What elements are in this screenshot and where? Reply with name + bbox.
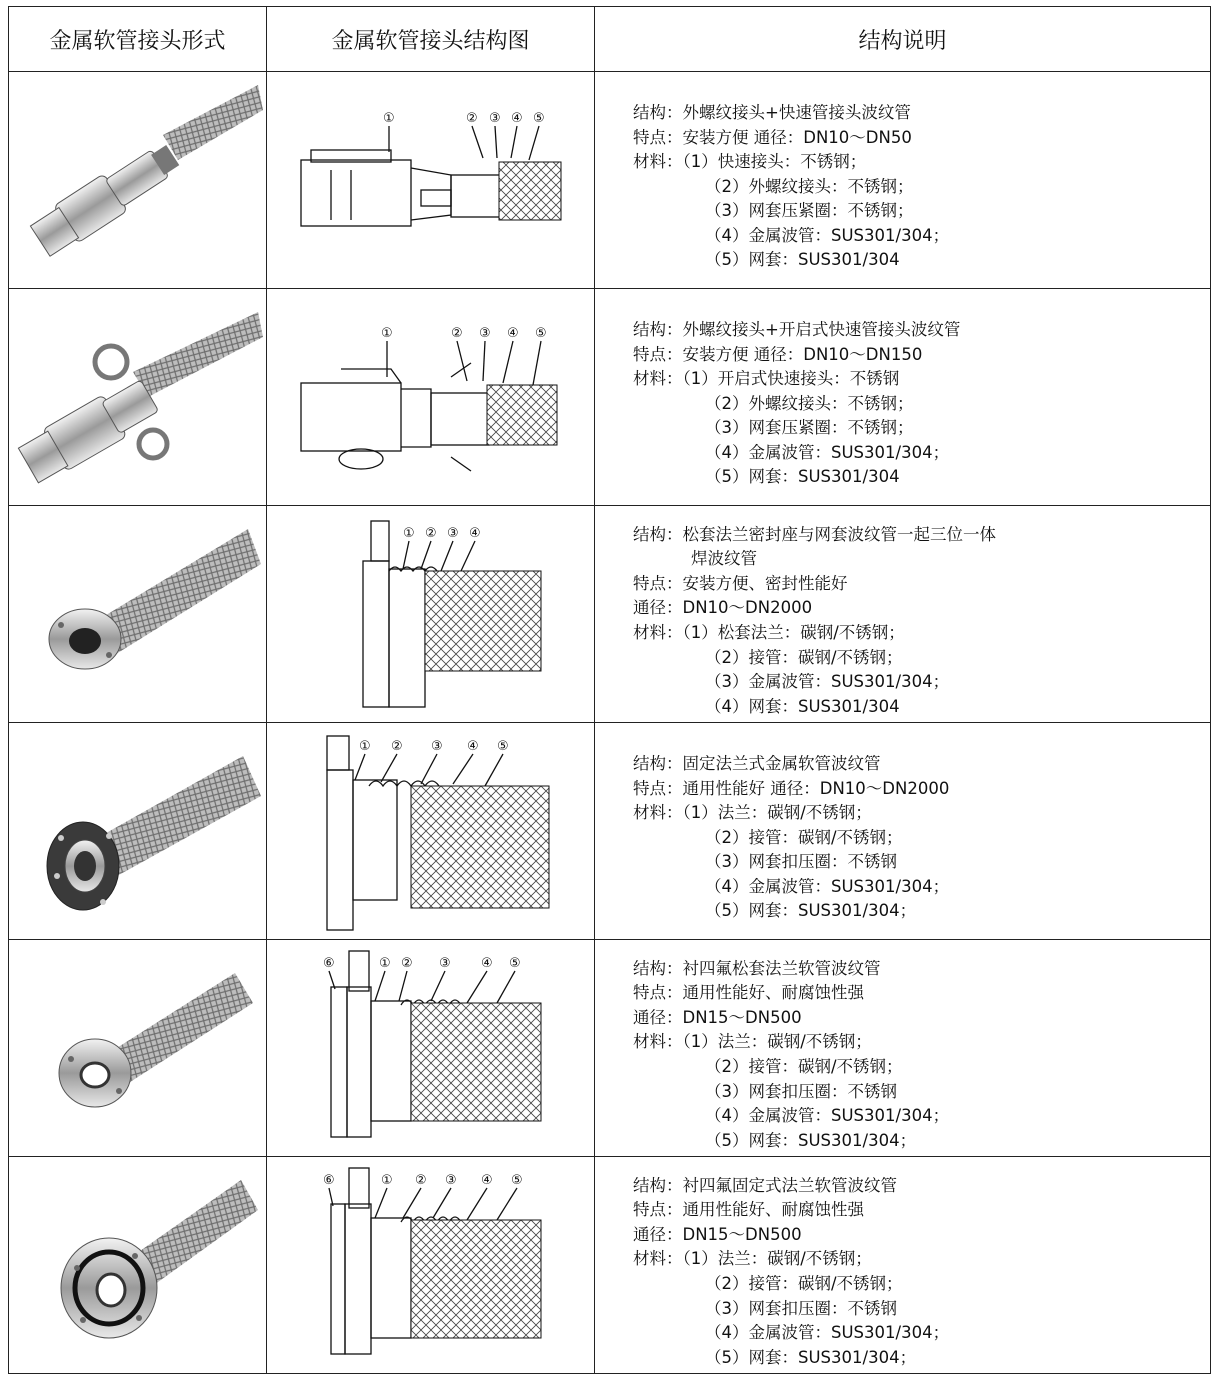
loose-flange-hose-photo bbox=[13, 509, 263, 719]
material-item: （1）法兰：碳钢/不锈钢； bbox=[682, 803, 872, 823]
quick-coupling-hose-photo bbox=[13, 75, 263, 285]
diagram-cell bbox=[267, 940, 595, 1157]
material-item: （5）网套：SUS301/304 bbox=[705, 467, 900, 487]
structure-text-continued: 焊波纹管 bbox=[691, 549, 757, 569]
callout-4: ④ bbox=[480, 956, 493, 971]
header-row bbox=[9, 7, 1211, 72]
callout-3: ③ bbox=[444, 1173, 457, 1188]
material-item: （5）网套：SUS301/304； bbox=[705, 1347, 917, 1367]
ptfe-loose-flange-hose-photo bbox=[13, 943, 263, 1153]
description-cell bbox=[595, 940, 1211, 1157]
material-item: （4）金属波管：SUS301/304； bbox=[705, 1323, 950, 1343]
cam-lock-structure-diagram bbox=[271, 297, 591, 497]
material-item: （3）网套压紧圈：不锈钢； bbox=[705, 418, 914, 438]
callout-5: ⑤ bbox=[496, 739, 509, 754]
diagram-cell bbox=[267, 506, 595, 723]
material-item: （2）接管：碳钢/不锈钢； bbox=[705, 827, 903, 847]
material-item: （3）金属波管：SUS301/304； bbox=[705, 672, 950, 692]
feature-text: 特点：通用性能好 通径：DN10～DN2000 bbox=[633, 778, 950, 798]
callout-4: ④ bbox=[466, 739, 479, 754]
diameter-text: 通径：DN15～DN500 bbox=[633, 1007, 802, 1027]
material-item: （3）网套扣压圈：不锈钢 bbox=[705, 852, 897, 872]
diagram-cell bbox=[267, 1157, 595, 1374]
callout-5: ⑤ bbox=[534, 326, 547, 341]
description-cell bbox=[595, 506, 1211, 723]
photo-cell bbox=[9, 289, 267, 506]
header-diagram: 金属软管接头结构图 bbox=[267, 7, 595, 72]
structure-text: 结构：固定法兰式金属软管波纹管 bbox=[633, 753, 881, 773]
hose-fitting-spec-table bbox=[8, 6, 1211, 1374]
quick-coupling-structure-diagram bbox=[271, 80, 591, 280]
diameter-text: 通径：DN15～DN500 bbox=[633, 1224, 802, 1244]
photo-cell bbox=[9, 506, 267, 723]
table-row bbox=[9, 940, 1211, 1157]
material-label: 材料： bbox=[633, 369, 683, 389]
callout-1: ① bbox=[358, 739, 371, 754]
fixed-flange-hose-photo bbox=[13, 726, 263, 936]
material-item: （5）网套：SUS301/304； bbox=[705, 1130, 917, 1150]
photo-cell bbox=[9, 72, 267, 289]
material-label: 材料： bbox=[633, 152, 683, 172]
material-item: （1）开启式快速接头：不锈钢 bbox=[682, 369, 900, 389]
material-item: （4）金属波管：SUS301/304； bbox=[705, 876, 950, 896]
feature-text: 特点：安装方便 通径：DN10～DN150 bbox=[633, 344, 923, 364]
ptfe-fixed-flange-structure-diagram bbox=[271, 1160, 591, 1370]
table-row bbox=[9, 1157, 1211, 1374]
material-item: （1）松套法兰：碳钢/不锈钢； bbox=[682, 623, 905, 642]
callout-5: ⑤ bbox=[508, 956, 521, 971]
table-row bbox=[9, 289, 1211, 506]
diagram-cell bbox=[267, 723, 595, 940]
material-item: （1）法兰：碳钢/不锈钢； bbox=[682, 1249, 872, 1269]
callout-5: ⑤ bbox=[510, 1173, 523, 1188]
callout-4: ④ bbox=[468, 526, 481, 541]
material-item: （3）网套压紧圈：不锈钢； bbox=[705, 201, 914, 221]
callout-3: ③ bbox=[438, 956, 451, 971]
fixed-flange-structure-diagram bbox=[271, 726, 591, 936]
structure-text: 结构：衬四氟松套法兰软管波纹管 bbox=[633, 958, 881, 978]
material-item: （4）网套：SUS301/304 bbox=[705, 696, 900, 716]
ptfe-loose-flange-structure-diagram bbox=[271, 943, 591, 1153]
callout-3: ③ bbox=[446, 526, 459, 541]
feature-text: 特点：安装方便、密封性能好 bbox=[633, 573, 848, 593]
material-label: 材料： bbox=[633, 803, 683, 823]
material-item: （2）接管：碳钢/不锈钢； bbox=[705, 647, 903, 667]
material-item: （1）法兰：碳钢/不锈钢； bbox=[682, 1032, 872, 1052]
table-row bbox=[9, 723, 1211, 940]
material-item: （2）外螺纹接头：不锈钢； bbox=[705, 176, 914, 196]
table-row bbox=[9, 72, 1211, 289]
callout-2: ② bbox=[424, 526, 437, 541]
material-item: （3）网套扣压圈：不锈钢 bbox=[705, 1081, 897, 1101]
description-cell bbox=[595, 1157, 1211, 1374]
material-item: （5）网套：SUS301/304 bbox=[705, 250, 900, 270]
diameter-text: 通径：DN10～DN2000 bbox=[633, 598, 813, 618]
callout-4: ④ bbox=[480, 1173, 493, 1188]
callout-4: ④ bbox=[506, 326, 519, 341]
material-item: （1）快速接头：不锈钢； bbox=[682, 152, 867, 172]
callout-2: ② bbox=[465, 111, 478, 126]
callout-6: ⑥ bbox=[322, 1173, 335, 1188]
ptfe-fixed-flange-hose-photo bbox=[13, 1160, 263, 1370]
callout-1: ① bbox=[402, 526, 415, 541]
callout-6: ⑥ bbox=[322, 956, 335, 971]
material-item: （5）网套：SUS301/304； bbox=[705, 901, 917, 921]
photo-cell bbox=[9, 723, 267, 940]
structure-text: 结构：松套法兰密封座与网套波纹管一起三位一体 bbox=[633, 524, 996, 544]
material-item: （2）接管：碳钢/不锈钢； bbox=[705, 1057, 903, 1076]
callout-4: ④ bbox=[510, 111, 523, 126]
material-item: （4）金属波管：SUS301/304； bbox=[705, 442, 950, 462]
feature-text: 特点：安装方便 通径：DN10～DN50 bbox=[633, 127, 912, 147]
material-label: 材料： bbox=[633, 1249, 683, 1269]
callout-1: ① bbox=[382, 111, 395, 126]
callout-2: ② bbox=[414, 1173, 427, 1188]
callout-3: ③ bbox=[478, 326, 491, 341]
callout-3: ③ bbox=[430, 739, 443, 754]
structure-text: 结构：衬四氟固定式法兰软管波纹管 bbox=[633, 1175, 897, 1195]
callout-1: ① bbox=[378, 956, 391, 971]
diagram-cell bbox=[267, 289, 595, 506]
feature-text: 特点：通用性能好、耐腐蚀性强 bbox=[633, 983, 864, 1003]
callout-2: ② bbox=[390, 739, 403, 754]
loose-flange-structure-diagram bbox=[271, 509, 591, 719]
photo-cell bbox=[9, 1157, 267, 1374]
callout-2: ② bbox=[450, 326, 463, 341]
material-item: （4）金属波管：SUS301/304； bbox=[705, 225, 950, 245]
header-description: 结构说明 bbox=[595, 7, 1211, 72]
description-cell bbox=[595, 72, 1211, 289]
description-cell bbox=[595, 289, 1211, 506]
callout-3: ③ bbox=[488, 111, 501, 126]
material-item: （4）金属波管：SUS301/304； bbox=[705, 1106, 950, 1126]
callout-5: ⑤ bbox=[532, 111, 545, 126]
material-item: （2）接管：碳钢/不锈钢； bbox=[705, 1274, 903, 1293]
material-item: （2）外螺纹接头：不锈钢； bbox=[705, 393, 914, 413]
description-cell bbox=[595, 723, 1211, 940]
callout-2: ② bbox=[400, 956, 413, 971]
structure-text: 结构：外螺纹接头+开启式快速管接头波纹管 bbox=[633, 319, 961, 339]
material-label: 材料： bbox=[633, 623, 683, 642]
feature-text: 特点：通用性能好、耐腐蚀性强 bbox=[633, 1200, 864, 1220]
photo-cell bbox=[9, 940, 267, 1157]
header-form: 金属软管接头形式 bbox=[9, 7, 267, 72]
structure-text: 结构：外螺纹接头+快速管接头波纹管 bbox=[633, 102, 911, 122]
callout-1: ① bbox=[380, 326, 393, 341]
callout-1: ① bbox=[380, 1173, 393, 1188]
material-label: 材料： bbox=[633, 1032, 683, 1052]
table-row bbox=[9, 506, 1211, 723]
diagram-cell bbox=[267, 72, 595, 289]
cam-lock-hose-photo bbox=[13, 292, 263, 502]
material-item: （3）网套扣压圈：不锈钢 bbox=[705, 1298, 897, 1318]
